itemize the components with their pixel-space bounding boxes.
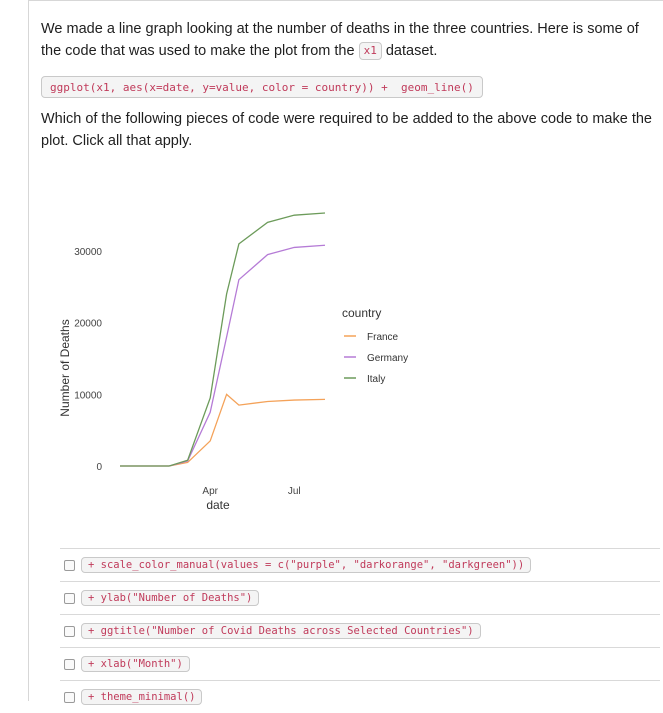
legend-label: Germany	[367, 353, 409, 364]
question-intro	[41, 18, 656, 62]
option-checkbox[interactable]	[64, 659, 75, 670]
answer-option[interactable]	[60, 680, 660, 713]
legend-label: France	[367, 332, 399, 343]
x-tick-label: Jul	[287, 486, 301, 497]
answer-options	[60, 548, 660, 713]
code-snippet: ggplot(x1, aes(x=date, y=value, color = country)) + geom_line()	[41, 76, 483, 98]
intro-text-before: We made a line graph looking at the number of deaths in the three countries. Here is some of the code that was used to make the plot from the	[41, 21, 639, 59]
y-tick-label: 0	[96, 462, 102, 473]
question-text: Which of the following pieces of code were required to be added to the above code to make the plot. Click all that apply.	[41, 111, 652, 149]
legend	[342, 306, 408, 385]
y-tick-label: 20000	[74, 318, 102, 330]
y-axis-label: Number of Deaths	[58, 319, 72, 417]
option-code: + ggtitle("Number of Covid Deaths across Selected Countries")	[81, 623, 481, 639]
answer-option[interactable]	[60, 647, 660, 680]
line-chart	[40, 190, 460, 530]
option-checkbox[interactable]	[64, 626, 75, 637]
series-line-italy	[120, 213, 325, 466]
answer-option[interactable]	[60, 548, 660, 581]
y-tick-label: 10000	[74, 390, 102, 402]
x-axis-label: date	[206, 498, 230, 512]
series-line-france	[120, 394, 325, 466]
intro-text-after: dataset.	[381, 43, 438, 59]
option-code: + xlab("Month")	[81, 656, 190, 672]
option-checkbox[interactable]	[64, 692, 75, 703]
option-code: + ylab("Number of Deaths")	[81, 590, 259, 606]
dataset-name-code: x1	[359, 42, 382, 60]
legend-label: Italy	[367, 374, 386, 385]
legend-title: country	[342, 306, 382, 320]
x-tick-label: Apr	[202, 486, 218, 497]
series-line-germany	[120, 245, 325, 466]
option-code: + theme_minimal()	[81, 689, 202, 705]
answer-option[interactable]	[60, 614, 660, 647]
answer-option[interactable]	[60, 581, 660, 614]
option-checkbox[interactable]	[64, 560, 75, 571]
y-tick-label: 30000	[74, 247, 102, 258]
option-checkbox[interactable]	[64, 593, 75, 604]
option-code: + scale_color_manual(values = c("purple", "darkorange", "darkgreen"))	[81, 557, 531, 573]
